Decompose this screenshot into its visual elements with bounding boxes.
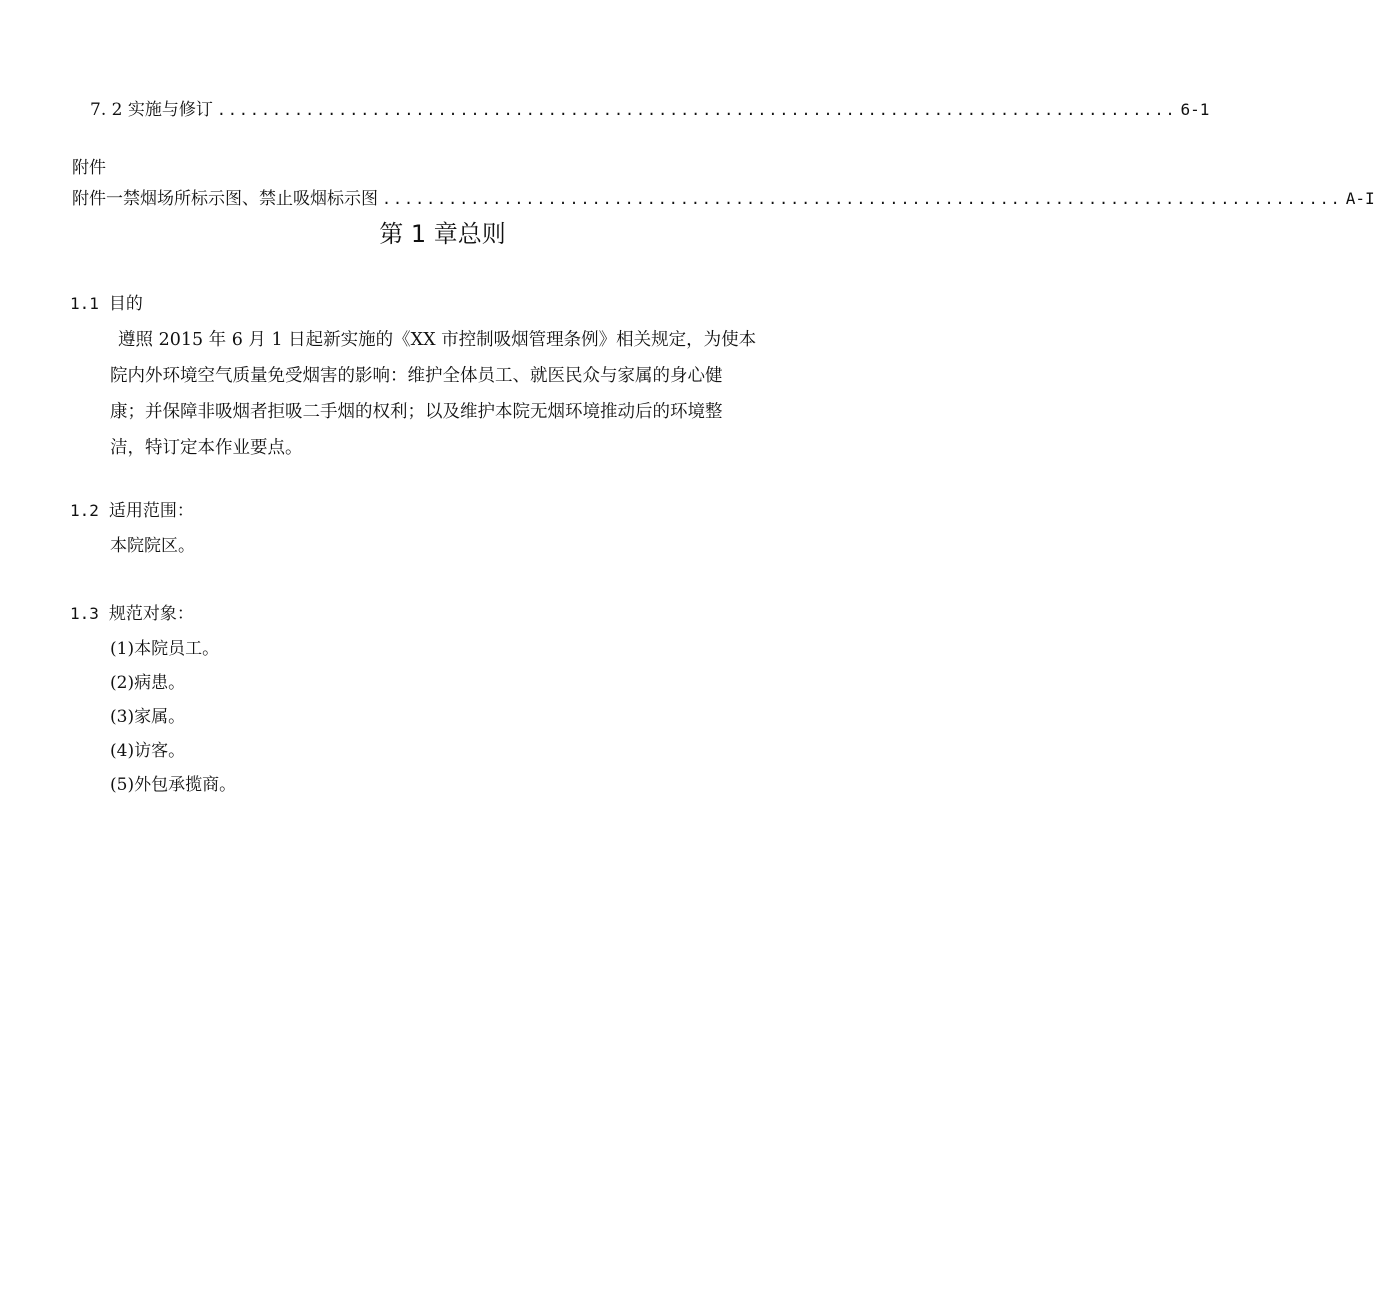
list-item: (4)访客。 bbox=[110, 741, 186, 761]
list-item: (3)家属。 bbox=[110, 707, 186, 727]
toc-leader-dots: ....................................................................................... bbox=[216, 101, 1177, 119]
section-heading-1-2 bbox=[70, 500, 194, 522]
appendix-heading: 附件 bbox=[72, 158, 106, 178]
list-item: (5)外包承揽商。 bbox=[110, 775, 237, 795]
section-title: 适用范围： bbox=[108, 501, 194, 521]
section-number: 1.2 bbox=[70, 501, 99, 520]
section-title: 目的 bbox=[108, 294, 143, 314]
section-1-1-body bbox=[110, 322, 830, 466]
paragraph-line: 洁，特订定本作业要点。 bbox=[110, 438, 303, 458]
toc-entry-label: 附件一禁烟场所标示图、禁止吸烟标示图 bbox=[72, 189, 378, 209]
toc-entry-appendix-1 bbox=[72, 188, 1375, 210]
paragraph-line: 遵照 2015 年 6 月 1 日起新实施的《XX 市控制吸烟管理条例》相关规定，为使本 bbox=[118, 330, 757, 350]
toc-entry-label: 7. 2 实施与修订 bbox=[90, 100, 213, 120]
section-number: 1.1 bbox=[70, 294, 99, 313]
paragraph-line: 院内外环境空气质量免受烟害的影响：维护全体员工、就医民众与家属的身心健 bbox=[110, 366, 723, 386]
section-title: 规范对象： bbox=[108, 604, 194, 624]
list-item: (1)本院员工。 bbox=[110, 639, 220, 659]
toc-entry-page: A-I bbox=[1345, 189, 1375, 208]
toc-leader-dots: ....................................................................................... bbox=[382, 190, 1342, 208]
section-heading-1-1 bbox=[70, 293, 143, 315]
chapter-title: 第 1 章总则 bbox=[379, 220, 506, 248]
section-heading-1-3 bbox=[70, 603, 194, 625]
section-1-2-body: 本院院区。 bbox=[110, 536, 195, 556]
toc-entry-7-2 bbox=[90, 99, 1210, 121]
list-item: (2)病患。 bbox=[110, 673, 186, 693]
paragraph-line: 康；并保障非吸烟者拒吸二手烟的权利；以及维护本院无烟环境推动后的环境整 bbox=[110, 402, 723, 422]
toc-entry-page: 6-1 bbox=[1180, 100, 1210, 119]
section-number: 1.3 bbox=[70, 604, 99, 623]
